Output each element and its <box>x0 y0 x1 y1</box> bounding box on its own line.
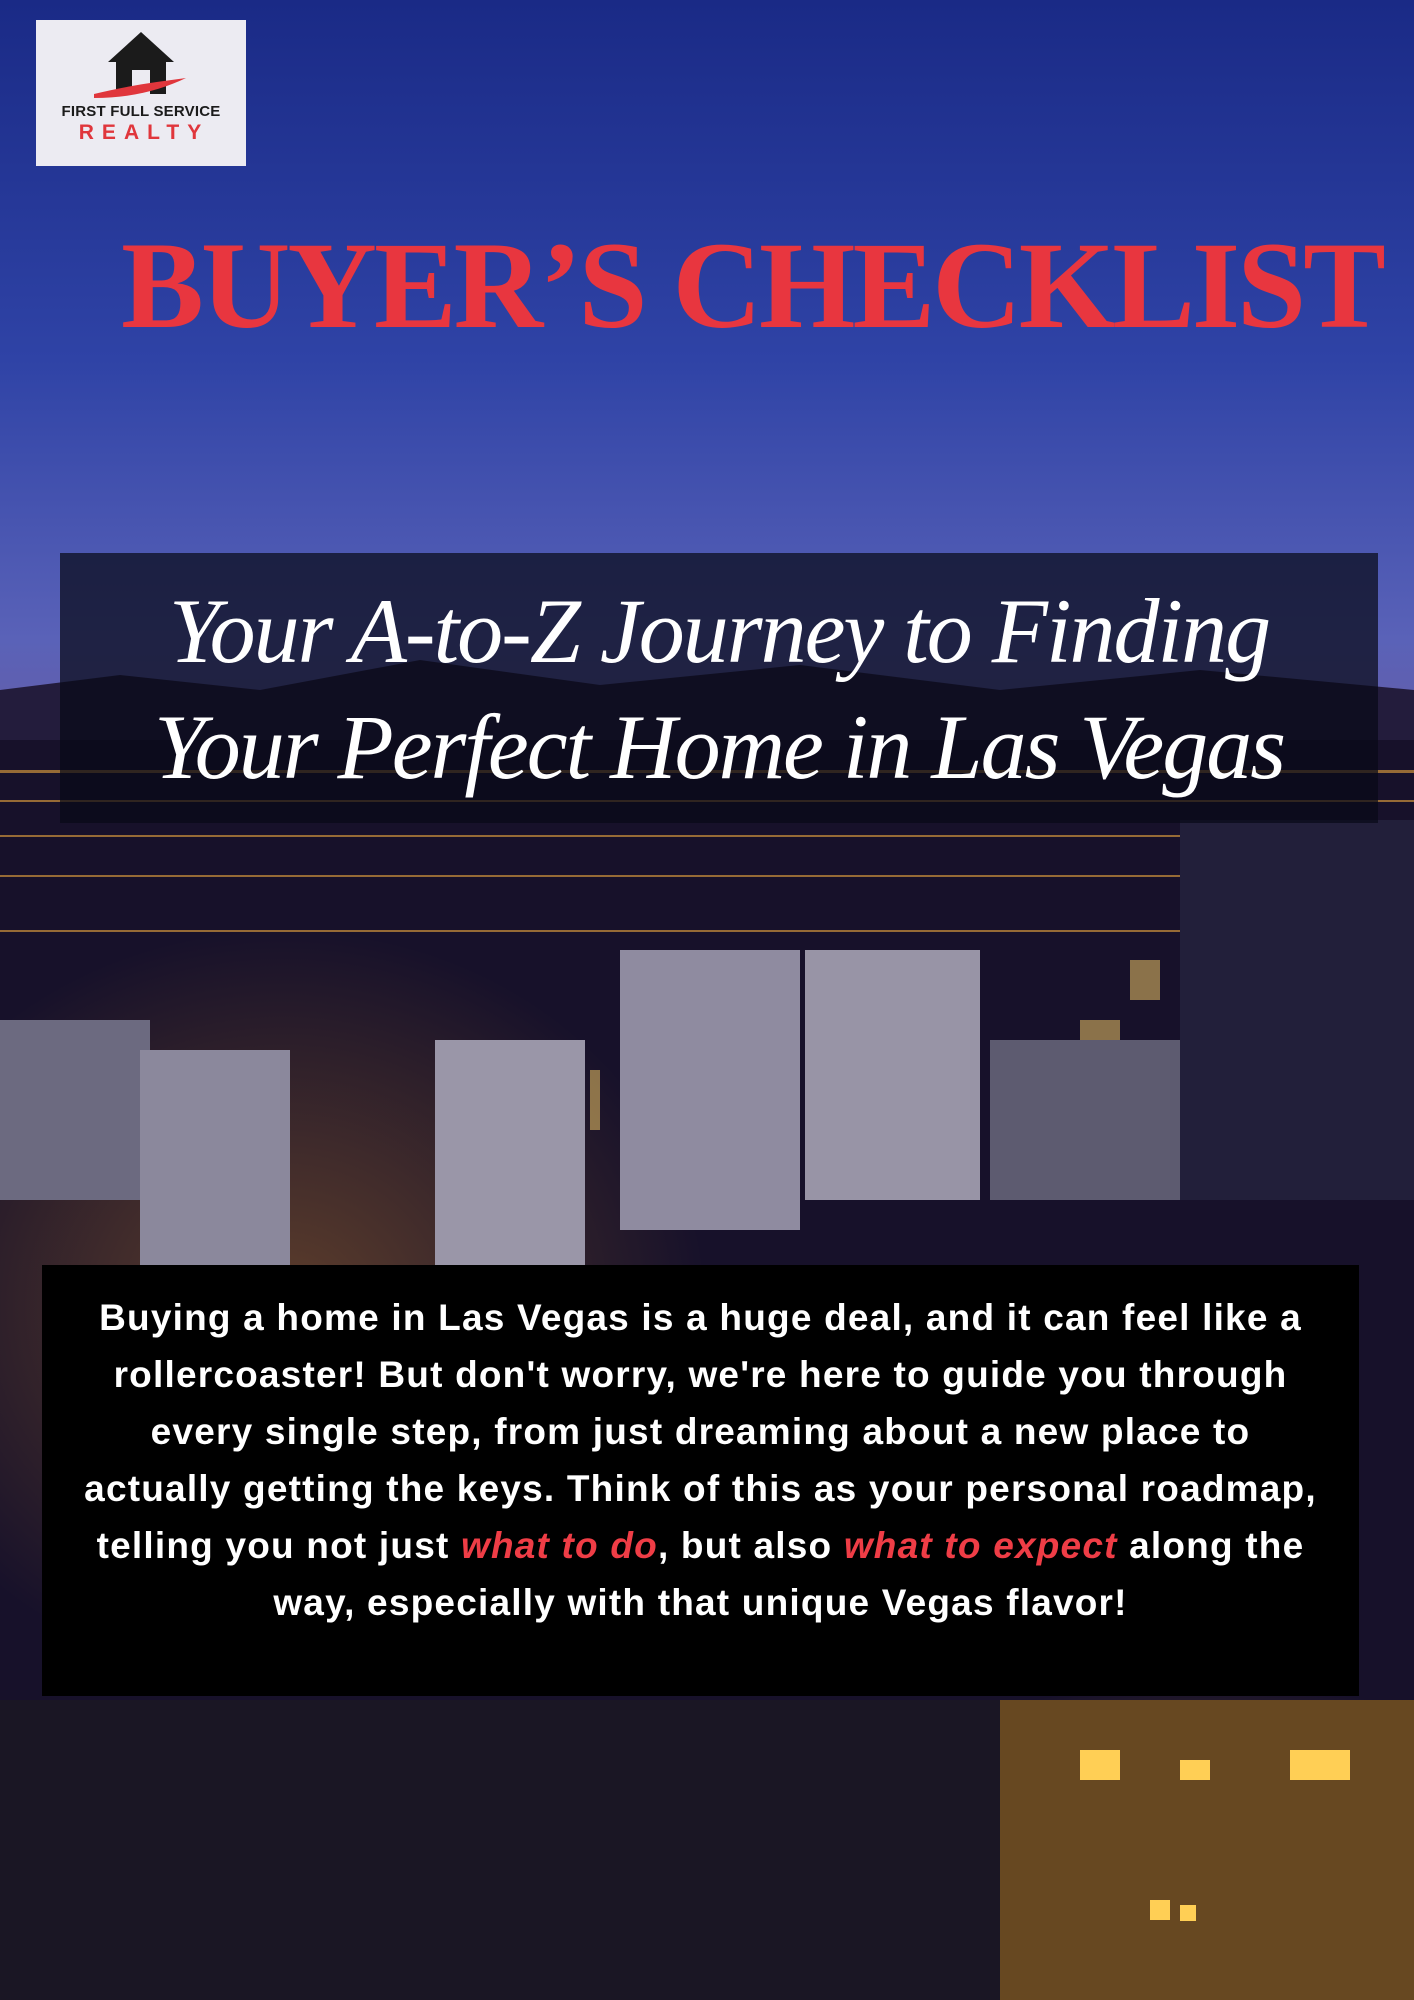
logo-text-realty: REALTY <box>78 121 210 144</box>
intro-text-3: along the way, especially with that unique Vegas flavor! <box>273 1525 1305 1623</box>
intro-text-1: Buying a home in Las Vegas is a huge deal, and it can feel like a rollercoaster! But don't worry, we're here to guide you through every single step, from just dreaming about a new place to actually getting the keys. Think of this as your personal roadmap, telling you not just <box>84 1297 1317 1566</box>
page-title: BUYER’S CHECKLIST <box>121 217 1383 354</box>
intro-paragraph <box>82 1289 1319 1631</box>
subtitle-line-1: Your A-to-Z Journey to Finding <box>168 580 1270 682</box>
subtitle-line-2: Your Perfect Home in Las Vegas <box>153 696 1285 798</box>
logo-text-first-full-service: FIRST FULL SERVICE <box>61 103 221 120</box>
page-subtitle <box>60 573 1378 805</box>
intro-text-2: , but also <box>657 1525 844 1566</box>
intro-highlight-what-to-expect: what to expect <box>843 1525 1118 1566</box>
intro-panel <box>42 1265 1359 1696</box>
company-logo <box>36 20 246 166</box>
intro-highlight-what-to-do: what to do <box>460 1525 658 1566</box>
subtitle-banner <box>60 553 1378 823</box>
